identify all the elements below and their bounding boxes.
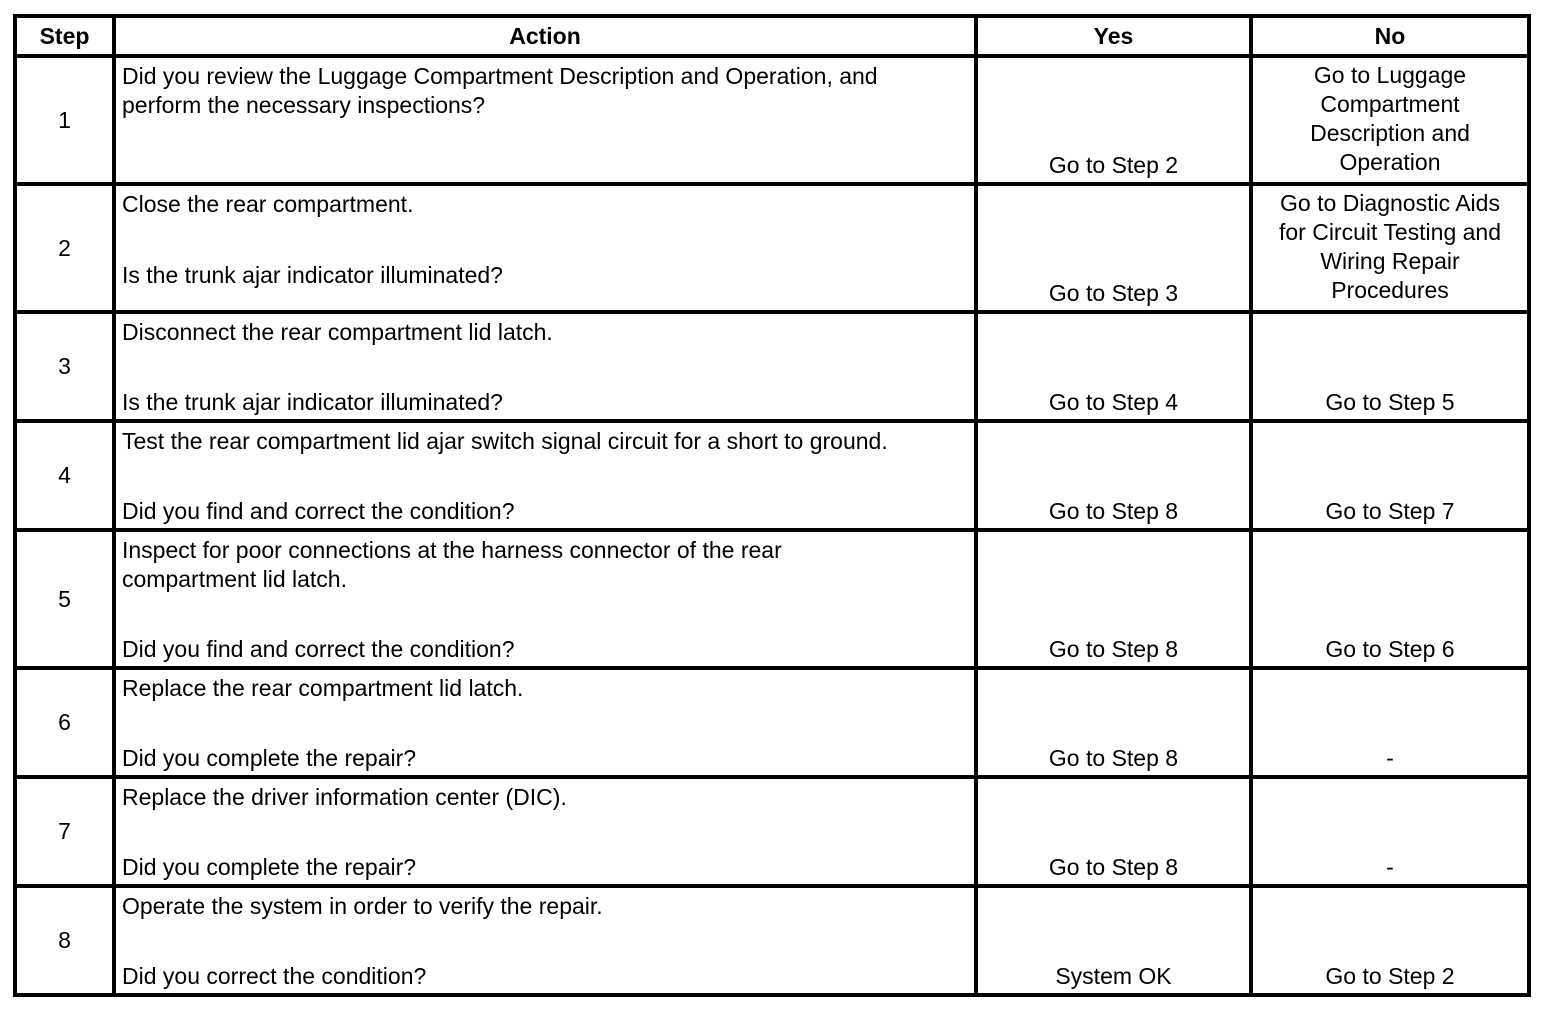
table-body [15,56,1529,995]
no-cell [1251,56,1529,184]
no-result: - [1386,854,1394,880]
table-row [15,184,1529,312]
yes-result: Go to Step 3 [1048,280,1179,306]
action-cell [114,777,976,886]
no-result: Go to Step 6 [1325,636,1455,662]
header-yes: Yes [976,16,1251,56]
action-cell [114,886,976,995]
header-row [15,16,1529,56]
step-number: 4 [15,421,114,530]
yes-cell [976,777,1251,886]
yes-result: Go to Step 4 [1048,389,1179,415]
yes-result: Go to Step 2 [1048,152,1179,178]
yes-cell [976,421,1251,530]
action-cell [114,668,976,777]
action-text: Replace the driver information center (DIC). [122,784,567,810]
header-action: Action [114,16,976,56]
step-number: 1 [15,56,114,184]
header-no: No [1251,16,1529,56]
action-text: Operate the system in order to verify the repair. [122,893,603,919]
yes-result: Go to Step 8 [1048,854,1179,880]
action-cell [114,421,976,530]
table-row [15,668,1529,777]
yes-result: Go to Step 8 [1048,636,1179,662]
no-cell [1251,421,1529,530]
action-question: Did you complete the repair? [122,745,417,771]
yes-result: Go to Step 8 [1048,498,1179,524]
step-number: 8 [15,886,114,995]
action-text: Close the rear compartment. [122,191,414,217]
action-cell [114,312,976,421]
action-cell [114,530,976,668]
no-cell [1251,668,1529,777]
yes-result: System OK [1055,963,1172,989]
yes-cell [976,184,1251,312]
table-row [15,312,1529,421]
no-cell [1251,777,1529,886]
yes-result: Go to Step 8 [1048,745,1179,771]
action-text: Disconnect the rear compartment lid latch. [122,319,553,345]
step-number: 3 [15,312,114,421]
yes-cell [976,886,1251,995]
action-question: Is the trunk ajar indicator illuminated? [122,389,503,415]
no-result: Go to Step 2 [1325,963,1455,989]
step-number: 7 [15,777,114,886]
action-text: Inspect for poor connections at the harness connector of the rear compartment lid latch. [122,537,782,592]
no-result: Go to Step 5 [1325,389,1455,415]
action-text: Did you review the Luggage Compartment Description and Operation, and perform the necessary inspections? [122,63,878,118]
action-question: Is the trunk ajar indicator illuminated? [122,262,503,288]
table-row [15,421,1529,530]
step-number: 5 [15,530,114,668]
action-text: Test the rear compartment lid ajar switch signal circuit for a short to ground. [122,428,888,454]
table-row [15,886,1529,995]
no-result: Go to Luggage Compartment Description and Operation [1310,62,1470,175]
header-step: Step [15,16,114,56]
action-cell [114,56,976,184]
action-question: Did you complete the repair? [122,854,417,880]
no-result: Go to Diagnostic Aids for Circuit Testing and Wiring Repair Procedures [1278,190,1501,303]
yes-cell [976,312,1251,421]
action-question: Did you correct the condition? [122,963,427,989]
yes-cell [976,530,1251,668]
table-row [15,530,1529,668]
table-row [15,777,1529,886]
no-cell [1251,530,1529,668]
yes-cell [976,56,1251,184]
table-row [15,56,1529,184]
table-header [15,16,1529,56]
action-question: Did you find and correct the condition? [122,636,515,662]
no-cell [1251,184,1529,312]
step-number: 6 [15,668,114,777]
action-cell [114,184,976,312]
no-cell [1251,312,1529,421]
no-result: Go to Step 7 [1325,498,1455,524]
no-cell [1251,886,1529,995]
no-result: - [1386,745,1394,771]
yes-cell [976,668,1251,777]
step-number: 2 [15,184,114,312]
action-text: Replace the rear compartment lid latch. [122,675,524,701]
diagnostic-table [13,14,1531,997]
action-question: Did you find and correct the condition? [122,498,515,524]
